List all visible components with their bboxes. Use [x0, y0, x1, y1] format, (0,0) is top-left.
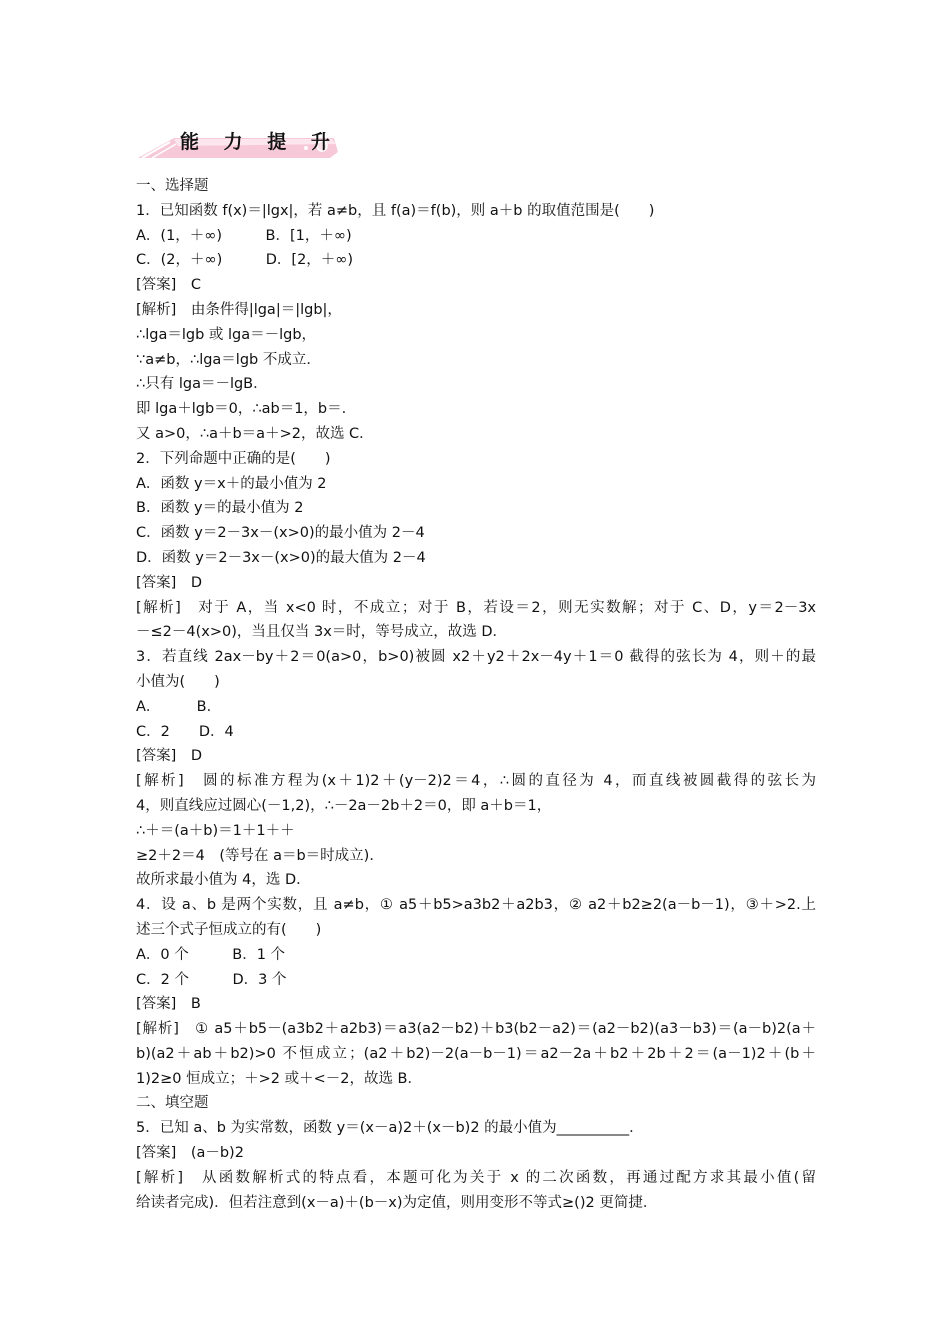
analysis-1: ∵a≠b，∴lga＝lgb 不成立．: [136, 351, 321, 368]
analysis-3: [解析] 圆的标准方程为(x＋1)2＋(y－2)2＝4，∴圆的直径为 4，而直线被圆截得的弦长为: [136, 773, 816, 790]
analysis-2: －≤2－4(x>0)，当且仅当 3x＝时，等号成立，故选 D．: [136, 624, 508, 641]
question-3: 3．若直线 2ax－by＋2＝0(a>0，b>0)被圆 x2＋y2＋2x－4y＋1＝0 截得的弦长为 4，则＋的最: [136, 649, 816, 666]
section-heading: 一、选择题: [136, 178, 209, 194]
analysis-4: 1)2≥0 恒成立；＋>2 或＋<－2，故选 B．: [136, 1070, 423, 1087]
analysis-1: ∴只有 lga＝－lgB．: [136, 376, 268, 393]
answer-3: [答案] D: [136, 748, 202, 765]
question-2-option: C．函数 y＝2－3x－(x>0)的最小值为 2－4: [136, 525, 425, 542]
analysis-3: ≥2＋2＝4 (等号在 a＝b＝时成立)．: [136, 847, 384, 864]
question-3-options: A． B．: [136, 698, 222, 715]
question-1: 1．已知函数 f(x)＝|lgx|，若 a≠b，且 f(a)＝f(b)，则 a＋b 的取值范围是( ): [136, 202, 655, 219]
analysis-1: ∴lga＝lgb 或 lga＝－lgb，: [136, 326, 317, 343]
question-3-options: C．2 D．4: [136, 723, 234, 740]
answer-2: [答案] D: [136, 574, 202, 591]
document-body: [136, 174, 816, 1215]
question-2-option: B．函数 y＝的最小值为 2: [136, 500, 304, 517]
question-4-options: A．0 个 B．1 个: [136, 946, 286, 963]
analysis-3: 4，则直线应过圆心(－1,2)，∴－2a－2b＋2＝0，即 a＋b＝1，: [136, 797, 552, 814]
analysis-4: b)(a2＋ab＋b2)>0 不恒成立；(a2＋b2)－2(a－b－1)＝a2－2a＋b2＋2b＋2＝(a－1)2＋(b＋: [136, 1045, 816, 1062]
analysis-1: 又 a>0，∴a＋b＝a＋>2，故选 C．: [136, 425, 374, 442]
answer-5: [答案] (a－b)2: [136, 1145, 244, 1162]
answer-1: [答案] C: [136, 277, 201, 294]
question-2-option: D．函数 y＝2－3x－(x>0)的最大值为 2－4: [136, 549, 426, 566]
question-2: 2．下列命题中正确的是( ): [136, 450, 331, 467]
question-4: 4．设 a、b 是两个实数，且 a≠b，① a5＋b5>a3b2＋a2b3，② a2＋b2≥2(a－b－1)，③＋>2.上: [136, 897, 816, 914]
question-1-options: C．(2，＋∞) D．[2，＋∞): [136, 252, 354, 269]
analysis-1: 即 lga＋lgb＝0，∴ab＝1，b＝.: [136, 401, 347, 418]
analysis-3: 故所求最小值为 4，选 D．: [136, 872, 311, 889]
question-4: 述三个式子恒成立的有( ): [136, 921, 322, 938]
question-1-options: A．(1，＋∞) B．[1，＋∞): [136, 227, 352, 244]
analysis-1: [解析] 由条件得|lga|＝|lgb|，: [136, 301, 342, 318]
analysis-2: [解析] 对于 A，当 x<0 时，不成立；对于 B，若设＝2，则无实数解；对于 C、D，y＝2－3x: [136, 599, 816, 616]
analysis-5: 给读者完成)．但若注意到(x－a)＋(b－x)为定值，则用变形不等式≥()2 更简捷．: [136, 1194, 658, 1211]
question-5: 5．已知 a、b 为实常数，函数 y＝(x－a)2＋(x－b)2 的最小值为__________．: [136, 1120, 644, 1137]
analysis-4: [解析] ① a5＋b5－(a3b2＋a2b3)＝a3(a2－b2)＋b3(b2－a2)＝(a2－b2)(a3－b3)＝(a－b)2(a＋: [136, 1021, 816, 1038]
answer-4: [答案] B: [136, 996, 201, 1013]
banner-title: 能 力 提 升: [180, 131, 339, 153]
analysis-3: ∴＋＝(a＋b)＝1＋1＋＋: [136, 822, 295, 839]
question-3: 小值为( ): [136, 673, 220, 690]
analysis-5: [解析] 从函数解析式的特点看，本题可化为关于 x 的二次函数，再通过配方求其最小值(留: [136, 1169, 816, 1186]
section-heading: 二、填空题: [136, 1095, 209, 1112]
question-4-options: C．2 个 D．3 个: [136, 971, 287, 988]
question-2-option: A．函数 y＝x＋的最小值为 2: [136, 475, 327, 492]
section-banner: [134, 122, 340, 162]
